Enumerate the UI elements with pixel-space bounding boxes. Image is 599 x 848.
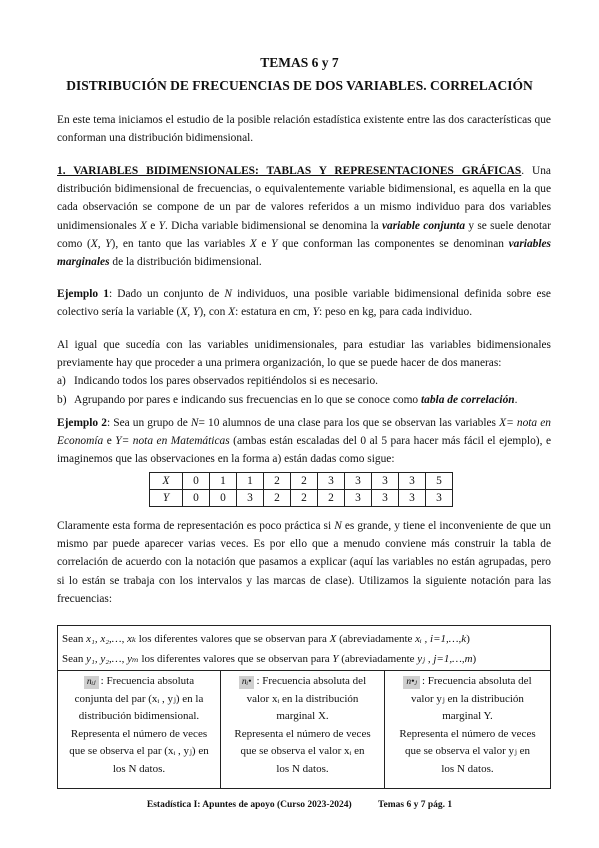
after-text-b: es grande, y tiene el inconveniente de que un mismo par puede aparecer varias veces. Es por ello que a menudo conviene más construir la tabla de correlación de acuerdo con la notación que pasamos a explicar (aquí las variables no están agrupadas, pero si lo están se trabaja con los intervalos y las marcas de clase). Utilizamos la siguiente notación para las frecuencias: [57,520,551,605]
after-table-paragraph [57,517,551,608]
table-row-y [150,490,453,507]
intro-paragraph [57,111,551,147]
col2-line6: los N datos. [276,762,329,775]
ejemplo2-paragraph [57,414,551,469]
table-cell: 3 [372,490,399,507]
list-item-a [57,372,551,390]
table-cell: 1 [210,473,237,490]
section1-x: X [140,219,147,232]
table-cell: 3 [345,490,372,507]
col3-line4: Representa el número de veces [399,727,536,740]
term-tabla-correlacion: tabla de correlación [420,393,515,406]
list-text-a: Indicando todos los pares observados repitiéndolos si es necesario. [74,375,378,388]
table-cell: 3 [318,473,345,490]
ejemplo2-text-c: (ambas están escaladas del 0 al 5 para hacer más fácil el ejemplo), e imaginemos que las observaciones en la forma a) están dadas como sigue: [57,435,551,466]
table-cell: 0 [183,473,210,490]
notation-row-x [62,630,470,648]
ejemplo1-text-e: : peso en kg, para cada individuo. [318,306,473,319]
notation-row-y [62,650,476,668]
table-header-y: Y [150,490,183,507]
ejemplo2-text-b: = 10 alumnos de una clase para los que se observan las variables [198,417,500,429]
section1-text-a: . Una distribución bidimensional de frecuencias, o equivalentemente variable bidimensional, es aquella en la que cada observación se compone de un par de valores referidos a un mismo individuo para dos variables unidimensionales [57,165,551,232]
title-line-1: TEMAS 6 y 7 [260,55,339,70]
table-cell: 5 [426,473,453,490]
page-footer [0,800,599,810]
table-cell: 0 [210,490,237,507]
ejemplo2-text-a: : Sea un grupo de [106,417,191,429]
table-cell: 3 [237,490,264,507]
section1-y: Y [158,219,165,232]
ejemplo2-x-def: X= nota en Economía [57,417,551,448]
col3-line5: que se observa el valor yⱼ en [404,745,531,757]
observations-table [149,472,453,507]
col1-line2: conjunta del par (xᵢ , yⱼ) en la [74,692,204,705]
ejemplo1-label: Ejemplo 1 [57,288,109,300]
footer-page: Temas 6 y 7 pág. 1 [378,800,453,810]
table-cell: 2 [264,490,291,507]
row-x-text-b: los diferentes valores que se observan para [135,633,330,645]
footer-course: Estadística I: Apuntes de apoyo (Curso 2023-2024) [146,800,352,810]
notation-col-joint [58,671,220,788]
col1-line1: : Frecuencia absoluta [100,675,195,687]
ejemplo2-label: Ejemplo 2 [57,417,107,429]
list-label-a: a) [57,375,66,388]
symbol-dot-nj: n•ⱼ [403,676,420,689]
row-y-text-d: ) [472,653,477,665]
section1-heading: 1. VARIABLES BIDIMENSIONALES: TABLAS Y REPRESENTACIONES GRÁFICAS [57,165,522,177]
row-x-var: X [329,633,337,645]
organization-text: Al igual que sucedía con las variables unidimensionales, para estudiar las variables bidimensionales previamente hay que proceder a una primera organización, lo que se puede hacer de dos maneras: [57,339,551,370]
title-line-2: DISTRIBUCIÓN DE FRECUENCIAS DE DOS VARIABLES. CORRELACIÓN [66,78,533,93]
symbol-nij: nᵢⱼ [84,676,99,689]
row-x-text-d: ) [466,633,470,645]
col3-line6: los N datos. [441,762,494,775]
table-row-x [150,473,453,490]
table-cell: 2 [291,490,318,507]
notation-col-marginal-x [220,671,384,788]
table-cell: 0 [183,490,210,507]
row-y-text-b: los diferentes valores que se observan para [138,653,333,665]
col1-line5: que se observa el par (xᵢ , yⱼ) en [69,745,209,757]
table-cell: 3 [426,490,453,507]
col2-line5: que se observa el valor xᵢ en [240,745,365,757]
ejemplo1-text-b: individuos, una posible variable bidimensional definida sobre ese colectivo sería la variable ( [57,288,551,319]
section1-xy: X, Y [90,237,112,250]
after-text-a: Claramente esta forma de representación es poco práctica si [57,520,335,532]
after-n: N [334,520,342,532]
col1-line4: Representa el número de veces [70,727,208,740]
symbol-ni-dot: nᵢ• [239,676,255,689]
table-cell: 2 [318,490,345,507]
term-variables-marginales: variables marginales [57,237,551,269]
section1-paragraph [57,162,551,271]
row-y-text-c: (abreviadamente [338,653,418,665]
col2-line1: : Frecuencia absoluta del [256,675,367,687]
list-text-b: Agrupando por pares e indicando sus frecuencias en lo que se conoce como [74,393,421,406]
section1-text-c: y se suele denotar como ( [57,219,551,250]
list-text-b-end: . [514,393,518,406]
table-cell: 3 [399,473,426,490]
ejemplo2-n: N [190,417,199,429]
section1-x-2: X [249,237,257,250]
list-item-b [57,391,551,409]
ejemplo2-e: e [103,435,116,448]
section1-e-2: e [256,237,272,250]
row-y-values: y₁, y₂,…, yₘ [86,653,139,665]
table-cell: 2 [264,473,291,490]
ejemplo1-xy: X, Y [180,306,200,319]
row-x-text-a: Sean [62,633,87,645]
row-y-var: Y [332,653,339,665]
ejemplo1-text-a: : Dado un conjunto de [108,288,225,300]
col1-line6: los N datos. [112,762,166,775]
ejemplo2-y-def: Y= nota en Matemáticas [115,435,230,448]
col3-line3: marginal Y. [442,710,493,722]
notation-col-marginal-y [384,671,550,788]
list-label-b: b) [57,393,67,406]
section1-text-d: ), en tanto que las variables [111,237,250,250]
row-y-abbr: yⱼ , j=1,…,m [417,653,473,665]
ejemplo1-text-d: : estatura en cm, [235,306,313,319]
organization-paragraph [57,336,551,409]
ejemplo1-x: X [228,306,236,319]
ejemplo1-y: Y [312,306,319,319]
col2-line2: valor xᵢ en la distribución [246,692,359,705]
row-x-text-c: (abreviadamente [336,633,416,645]
table-cell: 3 [372,473,399,490]
ejemplo1-paragraph [57,285,551,321]
table-cell: 2 [291,473,318,490]
section1-e: e [147,219,159,232]
section1-text-b: . Dicha variable bidimensional se denomina la [165,219,382,232]
section1-y-2: Y [271,237,278,250]
table-cell: 1 [237,473,264,490]
col2-line3: marginal X. [276,710,329,722]
row-x-abbr: xᵢ , i=1,…,k [415,633,467,645]
ejemplo1-n: N [224,288,232,300]
col3-line2: valor yⱼ en la distribución [411,692,524,705]
row-y-text-a: Sean [62,653,87,665]
col3-line1: : Frecuencia absoluta del [421,675,532,687]
section1-text-e: que conforman las componentes se denominan [277,237,509,250]
col1-line3: distribución bidimensional. [78,710,200,722]
table-header-x: X [150,473,183,490]
table-cell: 3 [345,473,372,490]
intro-text: En este tema iniciamos el estudio de la posible relación estadística existente entre las dos características que conforman una distribución bidimensional. [57,114,551,145]
col2-line4: Representa el número de veces [234,727,371,740]
row-x-values: x₁, x₂,…, xₖ [86,633,136,645]
ejemplo1-text-c: ), con [199,306,229,319]
term-variable-conjunta: variable conjunta [382,219,466,232]
table-cell: 3 [399,490,426,507]
section1-text-f: de la distribución bidimensional. [109,256,262,269]
notation-box [57,625,551,789]
